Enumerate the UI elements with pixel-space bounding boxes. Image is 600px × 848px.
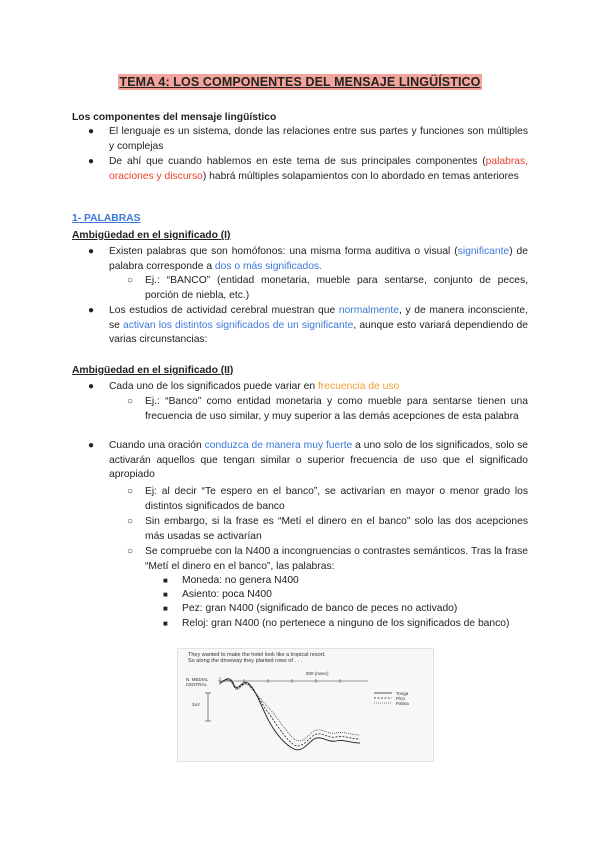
ambiguedad-heading-2: Ambigüedad en el significado (II): [72, 365, 234, 376]
square-bullet-icon: ■: [163, 576, 168, 585]
oracion-bullet: Cuando una oración conduzca de manera muy fuerte a uno solo de los significados, solo se activarán aquellos que tengan similar o superior frecuencia de uso que el significado apropiado: [109, 440, 529, 480]
bullet-icon: ●: [88, 156, 95, 167]
bullet-icon: ●: [88, 305, 95, 316]
square-bullet-icon: ■: [163, 590, 168, 599]
ambiguedad-heading-1: Ambigüedad en el significado (I): [72, 230, 231, 241]
sub-bullet-icon: ○: [127, 396, 134, 407]
n400-erp-figure: [177, 648, 434, 762]
time-label: 800 (msec): [306, 671, 329, 676]
waveform-tonga: [220, 679, 360, 750]
square-bullet-icon: ■: [163, 619, 168, 628]
page-title: TEMA 4: LOS COMPONENTES DEL MENSAJE LINGÜÍSTICO: [119, 75, 481, 89]
sub-bullet-icon: ○: [127, 275, 134, 286]
n400-example: Se compruebe con la N400 a incongruencias o contrastes semánticos. Tras la frase “Metí el dinero en el banco”, las palabras:: [145, 546, 528, 572]
frecuencia-bullet: Cada uno de los significados puede variar en frecuencia de uso: [109, 381, 400, 392]
homofonos-bullet: Existen palabras que son homófonos: una misma forma auditiva o visual (significante) de palabra corresponde a dos o más significados.: [109, 246, 528, 272]
legend-pino: Pino: [396, 696, 406, 701]
bullet-icon: ●: [88, 440, 95, 451]
item-pez: Pez: gran N400 (significado de banco de peces no activado): [182, 603, 458, 614]
actividad-cerebral-bullet: Los estudios de actividad cerebral muestran que normalmente, y de manera inconsciente, se activan los distintos significados de un significante, aunque esto variará dependiendo de varias circunstancias:: [109, 305, 529, 345]
legend-palma: Palma: [396, 701, 409, 706]
legend-tonga: Tonga: [396, 691, 409, 696]
intro-bullet-1: El lenguaje es un sistema, donde las relaciones entre sus partes y funciones son múltiples y complejas: [109, 126, 528, 152]
electrode-label: N. MEDIAL CENTRAL: [186, 677, 209, 687]
waveform-palma: [220, 681, 360, 741]
bullet-icon: ●: [88, 126, 95, 137]
intro-bullet-2: De ahí que cuando hablemos en este tema de sus principales componentes (palabras, oraciones y discurso) habrá múltiples solapamientos con lo abordado en temas anteriores: [109, 156, 528, 182]
espero-example: Ej: al decir “Te espero en el banco”, se activarían en mayor o menor grado los distintos significados de banco: [145, 486, 528, 512]
sub-bullet-icon: ○: [127, 546, 134, 557]
banco-example: Ej.: “BANCO” (entidad monetaria, mueble para sentarse, conjunto de peces, porción de niebla, etc.): [145, 275, 528, 301]
intro-heading: Los componentes del mensaje lingüístico: [72, 112, 277, 123]
waveform-pino: [220, 680, 360, 746]
figure-caption: They wanted to make the hotel look like a tropical resort. So along the driveway they planted rows of . . .: [188, 652, 326, 664]
item-reloj: Reloj: gran N400 (no pertenece a ninguno de los significados de banco): [182, 618, 510, 629]
erp-waveforms: [178, 649, 433, 761]
meti-example: Sin embargo, si la frase es “Metí el dinero en el banco” solo las dos acepciones más usadas se activarían: [145, 516, 528, 542]
item-asiento: Asiento: poca N400: [182, 589, 272, 600]
bullet-icon: ●: [88, 246, 95, 257]
frecuencia-example: Ej.: “Banco” como entidad monetaria y como mueble para sentarse tienen una frecuencia de uso similar, y muy superior a las demás acepciones de esta palabra: [145, 396, 528, 422]
scale-label: 3uV: [192, 702, 201, 707]
sub-bullet-icon: ○: [127, 486, 134, 497]
item-moneda: Moneda: no genera N400: [182, 575, 299, 586]
square-bullet-icon: ■: [163, 604, 168, 613]
section-heading-palabras: 1- PALABRAS: [72, 213, 141, 224]
sub-bullet-icon: ○: [127, 516, 134, 527]
bullet-icon: ●: [88, 381, 95, 392]
